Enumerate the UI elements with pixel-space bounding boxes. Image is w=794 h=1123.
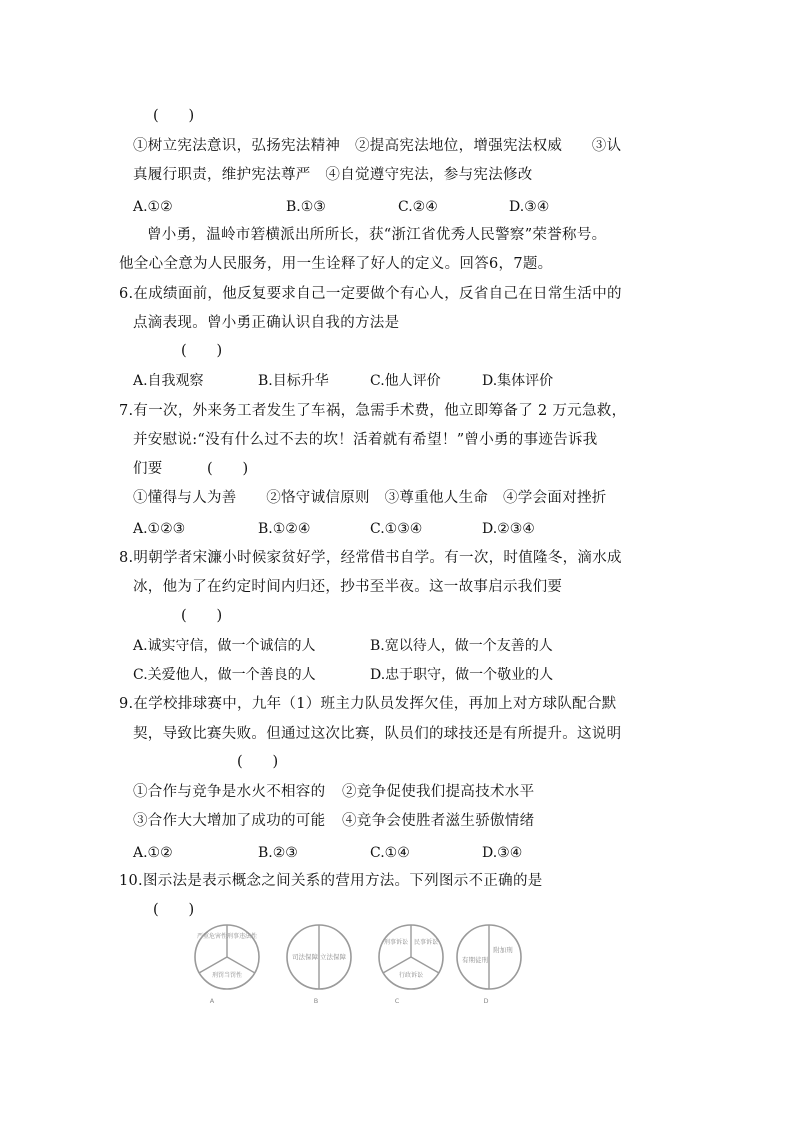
q7-bracket: ( ) xyxy=(207,461,249,477)
q7-stem-line3: 们要 xyxy=(133,461,163,477)
q10-figures xyxy=(188,922,538,1012)
q9-option-d: D.③④ xyxy=(482,845,523,861)
q10-c-part2: 民事诉讼 xyxy=(413,939,439,946)
q8-bracket: ( ) xyxy=(181,608,223,624)
q10-d-part2: 附加刑 xyxy=(493,946,513,954)
q5-bracket: ( ) xyxy=(153,108,195,124)
q9-statement-1: ①合作与竞争是水火不相容的 xyxy=(133,784,326,800)
q6-option-a: A.自我观察 xyxy=(133,373,204,389)
q8-option-b: B.宽以待人，做一个友善的人 xyxy=(370,638,553,654)
q10-a-part1: 严重危害性 xyxy=(196,933,228,940)
q6-option-b: B.目标升华 xyxy=(258,373,329,389)
passage-line2: 他全心全意为人民服务，用一生诠释了好人的定义。回答6，7题。 xyxy=(119,256,553,272)
q10-figure-d xyxy=(457,925,521,1005)
q10-a-part2: 刑事违法性 xyxy=(226,933,258,940)
q6-bracket: ( ) xyxy=(181,343,223,359)
q9-stem-line1: 9.在学校排球赛中，九年（1）班主力队员发挥欠佳，再加上对方球队配合默 xyxy=(119,696,617,712)
q7-stem-line1: 7.有一次，外来务工者发生了车祸，急需手术费，他立即筹备了 2 万元急救， xyxy=(119,403,627,419)
q7-option-b: B.①②④ xyxy=(258,521,311,537)
q8-stem-line2: 冰，他为了在约定时间内归还，抄书至半夜。这一故事启示我们要 xyxy=(133,579,563,595)
q10-b-label: B xyxy=(313,997,319,1005)
q8-option-c: C.关爱他人，做一个善良的人 xyxy=(133,667,316,683)
q8-option-a: A.诚实守信，做一个诚信的人 xyxy=(133,638,316,654)
q5-option-c: C.②④ xyxy=(398,199,438,215)
q10-d-label: D xyxy=(483,997,489,1005)
q8-option-d: D.忠于职守，做一个敬业的人 xyxy=(370,667,554,683)
q5-option-b: B.①③ xyxy=(286,199,326,215)
q9-bracket: ( ) xyxy=(237,754,279,770)
q10-stem: 10.图示法是表示概念之间关系的营用方法。下列图示不正确的是 xyxy=(119,873,543,889)
passage-line1: 曾小勇，温岭市箬横派出所所长，获“浙江省优秀人民警察”荣誉称号。 xyxy=(147,227,607,243)
q5-statements-line1: ①树立宪法意识，弘扬宪法精神 ②提高宪法地位，增强宪法权威 ③认 xyxy=(133,138,622,154)
q9-option-a: A.①② xyxy=(133,845,173,861)
q9-option-b: B.②③ xyxy=(258,845,298,861)
q5-option-d: D.③④ xyxy=(509,199,550,215)
q5-statements-line2: 真履行职责，维护宪法尊严 ④自觉遵守宪法，参与宪法修改 xyxy=(133,167,533,183)
q8-stem-line1: 8.明朝学者宋濂小时候家贫好学，经常借书自学。有一次，时值隆冬，滴水成 xyxy=(119,550,622,566)
q10-b-part1: 司法保障 xyxy=(292,953,318,961)
q10-c-part3: 行政诉讼 xyxy=(398,972,424,979)
q6-stem-line1: 6.在成绩面前，他反复要求自己一定要做个有心人，反省自己在日常生活中的 xyxy=(119,286,622,302)
q10-a-part3: 刑罚当罚性 xyxy=(211,972,243,979)
q9-statement-3: ③合作大大增加了成功的可能 xyxy=(133,813,326,829)
q10-bracket: ( ) xyxy=(153,902,195,918)
q7-option-c: C.①③④ xyxy=(370,521,423,537)
q7-option-d: D.②③④ xyxy=(482,521,535,537)
q10-figure-c xyxy=(379,925,443,1005)
q9-option-c: C.①④ xyxy=(370,845,410,861)
q9-statement-2: ②竞争促使我们提高技术水平 xyxy=(342,784,535,800)
q9-statement-4: ④竞争会使胜者滋生骄傲情绪 xyxy=(342,813,535,829)
q7-statements: ①懂得与人为善 ②恪守诚信原则 ③尊重他人生命 ④学会面对挫折 xyxy=(133,490,607,506)
q5-option-a: A.①② xyxy=(133,199,173,215)
q7-option-a: A.①②③ xyxy=(133,521,186,537)
q9-stem-line2: 契，导致比赛失败。但通过这次比赛，队员们的球技还是有所提升。这说明 xyxy=(133,726,622,742)
q7-stem-line2: 并安慰说:“没有什么过不去的坎！活着就有希望！”曾小勇的事迹告诉我 xyxy=(133,432,598,448)
q10-c-part1: 刑事诉讼 xyxy=(383,939,409,946)
q6-option-d: D.集体评价 xyxy=(482,373,554,389)
q6-stem-line2: 点滴表现。曾小勇正确认识自我的方法是 xyxy=(133,315,400,331)
q10-b-part2: 立法保障 xyxy=(320,953,346,961)
q10-c-label: C xyxy=(394,997,400,1005)
q10-figure-b xyxy=(287,925,351,1005)
q10-a-label: A xyxy=(209,997,215,1005)
q10-d-part1: 有期徒刑 xyxy=(462,956,488,964)
q6-option-c: C.他人评价 xyxy=(370,373,441,389)
q10-figure-a xyxy=(195,925,259,1005)
